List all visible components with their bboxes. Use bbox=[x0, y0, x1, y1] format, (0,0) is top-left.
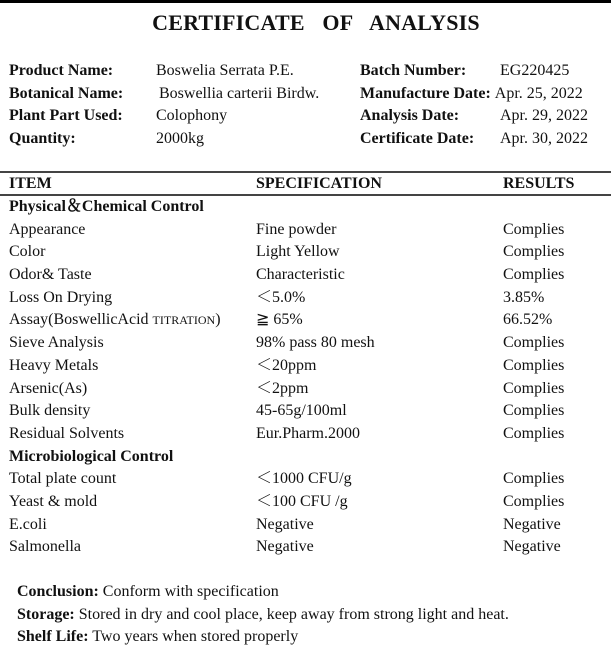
section-physical-chemical: Physical＆Chemical Control bbox=[9, 198, 204, 215]
item-close: ) bbox=[215, 311, 221, 329]
product-name-label: Product Name: bbox=[9, 62, 114, 79]
spec-cell: ≧ 65% bbox=[256, 311, 303, 329]
table-row bbox=[9, 287, 611, 310]
spec-cell: Fine powder bbox=[256, 220, 337, 238]
table-row bbox=[9, 241, 611, 264]
batch-info bbox=[360, 60, 588, 151]
analysis-date-row bbox=[360, 105, 588, 128]
result-cell: Complies bbox=[503, 402, 565, 420]
spec-cell: ＜100 CFU /g bbox=[256, 492, 348, 510]
storage-line bbox=[17, 604, 509, 627]
spec-cell: 98% pass 80 mesh bbox=[256, 334, 375, 352]
shelf-life-label: Shelf Life: bbox=[17, 628, 89, 645]
table-row bbox=[9, 309, 611, 332]
conclusion-line bbox=[17, 581, 509, 604]
item-cell: Salmonella bbox=[9, 538, 81, 556]
item-text: Assay(BoswellicAcid bbox=[9, 311, 153, 329]
conclusion-value: Conform with specification bbox=[98, 583, 279, 600]
item-cell: Yeast & mold bbox=[9, 492, 98, 510]
table-top-rule bbox=[0, 171, 611, 173]
table-row bbox=[9, 355, 611, 378]
header-results: RESULTS bbox=[503, 175, 575, 192]
table-row bbox=[9, 536, 611, 559]
item-cell: Sieve Analysis bbox=[9, 334, 104, 352]
spec-cell: Negative bbox=[256, 515, 314, 533]
shelf-life-line bbox=[17, 626, 509, 649]
section-microbiological: Microbiological Control bbox=[9, 447, 174, 465]
result-cell: Negative bbox=[503, 515, 561, 533]
header-specification: SPECIFICATION bbox=[256, 175, 382, 192]
result-cell: Negative bbox=[503, 538, 561, 556]
item-cell: Total plate count bbox=[9, 470, 117, 488]
analysis-date-label: Analysis Date: bbox=[360, 107, 460, 125]
manufacture-date-row bbox=[360, 83, 588, 106]
table-row bbox=[9, 219, 611, 242]
item-cell: Heavy Metals bbox=[9, 356, 99, 374]
spec-cell: 45-65g/100ml bbox=[256, 402, 347, 420]
item-cell: Color bbox=[9, 243, 46, 261]
result-cell: Complies bbox=[503, 356, 565, 374]
product-name-value: Boswelia Serrata P.E. bbox=[156, 62, 294, 79]
table-row bbox=[9, 378, 611, 401]
storage-value: Stored in dry and cool place, keep away from strong light and heat. bbox=[74, 605, 509, 623]
quantity-value: 2000kg bbox=[156, 130, 204, 148]
table-row bbox=[9, 423, 611, 446]
table-header bbox=[9, 174, 611, 194]
item-cell: Residual Solvents bbox=[9, 424, 125, 442]
conclusion-label: Conclusion: bbox=[17, 583, 99, 600]
result-cell: Complies bbox=[503, 492, 565, 510]
certificate-date-label: Certificate Date: bbox=[360, 130, 475, 148]
footer-notes bbox=[17, 581, 509, 649]
table-row bbox=[9, 400, 611, 423]
analysis-table bbox=[9, 174, 611, 559]
header-item: ITEM bbox=[9, 175, 52, 192]
table-row bbox=[9, 514, 611, 537]
certificate-date-value: Apr. 30, 2022 bbox=[500, 130, 588, 148]
spec-cell: Negative bbox=[256, 538, 314, 556]
spec-cell: ＜5.0% bbox=[256, 288, 306, 306]
spec-cell: ＜1000 CFU/g bbox=[256, 470, 352, 488]
item-cell bbox=[9, 309, 256, 332]
plant-part-row bbox=[9, 105, 319, 128]
product-info bbox=[9, 60, 319, 151]
table-row bbox=[9, 468, 611, 491]
batch-number-label: Batch Number: bbox=[360, 62, 467, 79]
spec-cell: ＜20ppm bbox=[256, 356, 317, 374]
item-cell: Loss On Drying bbox=[9, 288, 113, 306]
result-cell: Complies bbox=[503, 379, 565, 397]
top-border bbox=[0, 0, 611, 3]
certificate-date-row bbox=[360, 128, 588, 151]
spec-cell: ＜2ppm bbox=[256, 379, 309, 397]
storage-label: Storage: bbox=[17, 605, 75, 623]
plant-part-label: Plant Part Used: bbox=[9, 107, 123, 125]
result-cell: Complies bbox=[503, 334, 565, 352]
result-cell: Complies bbox=[503, 266, 565, 284]
result-cell: Complies bbox=[503, 470, 565, 488]
result-cell: 66.52% bbox=[503, 311, 553, 329]
result-cell: 3.85% bbox=[503, 288, 545, 306]
item-cell: Bulk density bbox=[9, 402, 91, 420]
result-cell: Complies bbox=[503, 220, 565, 238]
document-title: CERTIFICATE OF ANALYSIS bbox=[152, 10, 480, 35]
result-cell: Complies bbox=[503, 424, 565, 442]
quantity-row bbox=[9, 128, 319, 151]
shelf-life-value: Two years when stored properly bbox=[88, 628, 299, 645]
item-method: TITRATION bbox=[152, 313, 216, 328]
manufacture-date-label: Manufacture Date: bbox=[360, 84, 491, 102]
botanical-name-value: Boswellia carterii Birdw. bbox=[159, 84, 320, 102]
manufacture-date-value: Apr. 25, 2022 bbox=[494, 84, 583, 102]
result-cell: Complies bbox=[503, 243, 565, 261]
item-cell: Odor& Taste bbox=[9, 266, 92, 284]
batch-number-value: EG220425 bbox=[500, 62, 570, 79]
table-row bbox=[9, 491, 611, 514]
plant-part-value: Colophony bbox=[156, 107, 228, 125]
item-cell: E.coli bbox=[9, 515, 47, 533]
batch-number-row bbox=[360, 60, 588, 83]
analysis-date-value: Apr. 29, 2022 bbox=[500, 107, 588, 125]
spec-cell: Characteristic bbox=[256, 266, 345, 284]
item-cell: Appearance bbox=[9, 220, 86, 238]
spec-cell: Light Yellow bbox=[256, 243, 340, 261]
botanical-name-row bbox=[9, 83, 319, 106]
table-row bbox=[9, 332, 611, 355]
spec-cell: Eur.Pharm.2000 bbox=[256, 424, 360, 442]
botanical-name-label: Botanical Name: bbox=[9, 84, 124, 102]
table-row bbox=[9, 264, 611, 287]
product-name-row bbox=[9, 60, 319, 83]
item-cell: Arsenic(As) bbox=[9, 379, 88, 397]
quantity-label: Quantity: bbox=[9, 130, 76, 148]
